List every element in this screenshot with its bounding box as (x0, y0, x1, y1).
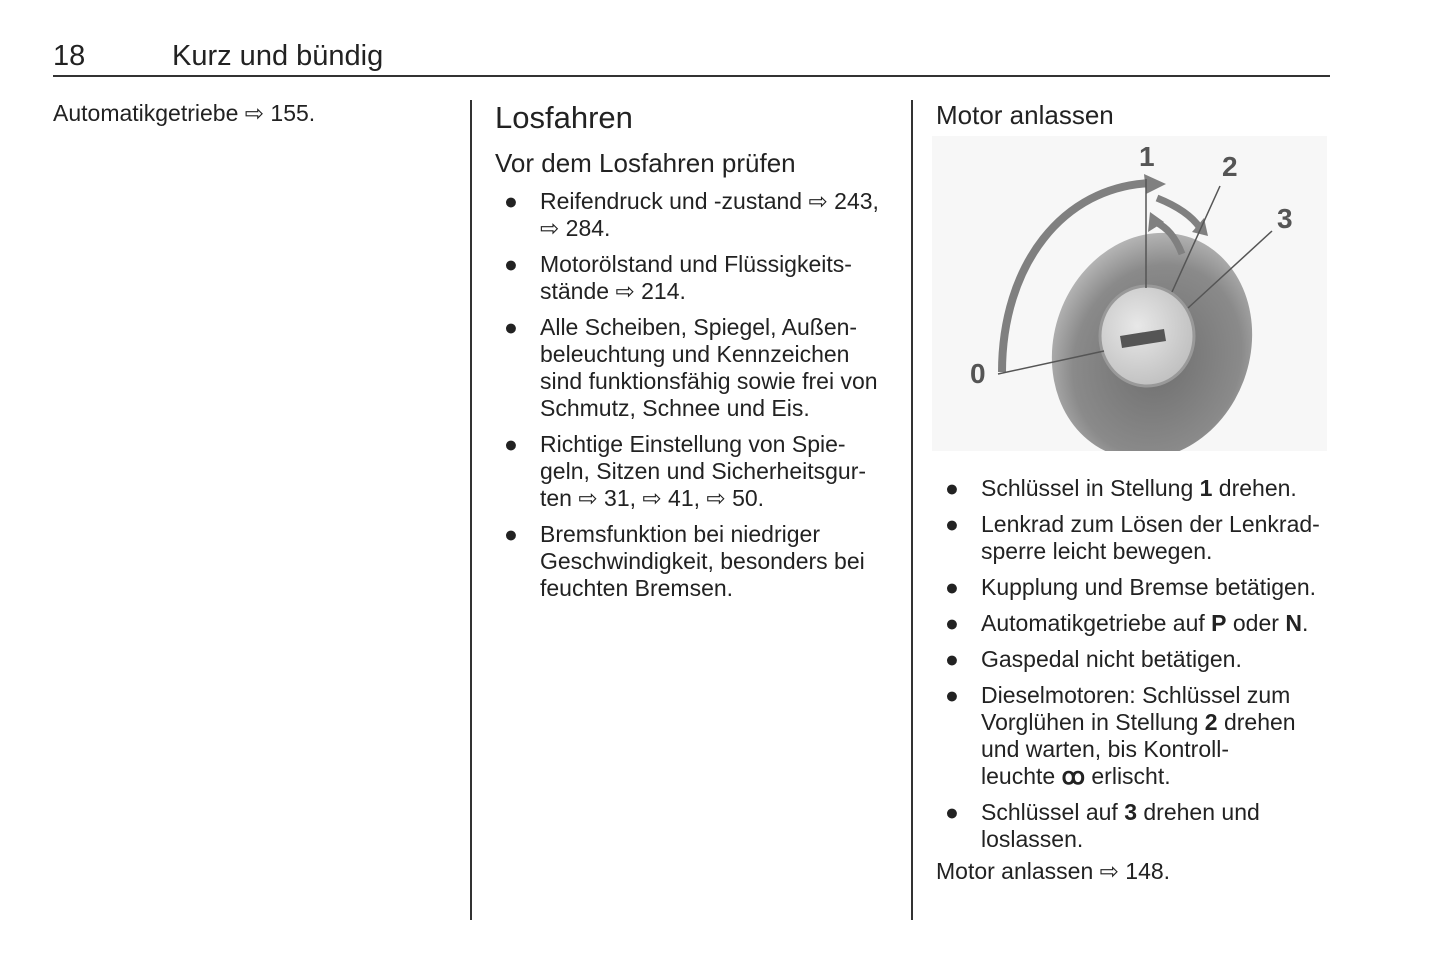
bullet-icon: ● (945, 682, 959, 708)
bullet-icon: ● (504, 431, 518, 457)
bullet-icon: ● (945, 511, 959, 537)
position-label-0: 0 (970, 358, 986, 389)
text-segment: drehen und (1137, 799, 1260, 825)
text-segment: geln, Sitzen und Sicherheitsgur- (540, 458, 867, 484)
text-segment: Gaspedal nicht betätigen. (981, 646, 1242, 672)
position-number: 2 (1204, 709, 1218, 735)
list-item-line (540, 431, 895, 458)
position-number: 1 (1199, 475, 1213, 501)
bullet-icon: ● (945, 610, 959, 636)
bullet-icon: ● (504, 521, 518, 547)
list-item-line (981, 826, 1346, 853)
section-heading: Losfahren (495, 100, 633, 135)
middle-column (495, 100, 895, 611)
list-item-line (540, 548, 895, 575)
list-item-line (981, 799, 1346, 826)
list-item-line (540, 215, 895, 242)
list-item-line (981, 682, 1346, 709)
list-item (936, 610, 1346, 637)
list-item (495, 431, 895, 512)
text-segment: ⇨ 284. (540, 215, 611, 241)
bullet-icon: ● (945, 646, 959, 672)
text-segment: stände ⇨ 214. (540, 278, 686, 304)
bullet-icon: ● (945, 574, 959, 600)
text-segment: Vorglühen in Stellung (981, 709, 1205, 735)
text-segment: sind funktionsfähig sowie frei von (540, 368, 878, 394)
bullet-icon: ● (945, 799, 959, 825)
cross-reference-text: Motor anlassen ⇨ 148. (936, 858, 1171, 884)
text-segment: Reifendruck und -zustand ⇨ 243, (540, 188, 879, 214)
header-rule (53, 75, 1330, 77)
text-segment: feuchten Bremsen. (540, 575, 734, 601)
bullet-icon: ● (945, 475, 959, 501)
list-item-line (540, 341, 895, 368)
text-segment: Automatikgetriebe auf (981, 610, 1212, 636)
position-number: 3 (1124, 799, 1137, 825)
list-item-line (540, 278, 895, 305)
text-segment: Schlüssel in Stellung (981, 475, 1200, 501)
text-segment: oder (1226, 610, 1286, 636)
position-label-3: 3 (1277, 203, 1293, 234)
list-item-line (540, 368, 895, 395)
text-segment: . (1301, 610, 1309, 636)
left-column (53, 100, 315, 127)
list-item-line (540, 458, 895, 485)
text-segment: Geschwindigkeit, besonders bei (540, 548, 865, 574)
text-segment: leuchte (981, 763, 1062, 789)
list-item-line (540, 485, 895, 512)
glow-plug-icon: ꝏ (1061, 763, 1085, 789)
text-segment: Dieselmotoren: Schlüssel zum (981, 682, 1291, 708)
start-steps (936, 475, 1346, 853)
list-item (495, 521, 895, 602)
list-item-line (540, 575, 895, 602)
text-segment: Richtige Einstellung von Spie- (540, 431, 846, 457)
text-segment: ten ⇨ 31, ⇨ 41, ⇨ 50. (540, 485, 765, 511)
list-item (936, 682, 1346, 790)
list-item-line (981, 610, 1346, 637)
list-item-line (981, 538, 1346, 565)
text-segment: Schlüssel auf (981, 799, 1125, 825)
column-divider (911, 100, 913, 920)
list-item-line (540, 314, 895, 341)
subsection-heading: Vor dem Losfahren prüfen (495, 148, 796, 178)
position-label-2: 2 (1222, 151, 1238, 182)
column-divider (470, 100, 472, 920)
text-segment: und warten, bis Kontroll- (981, 736, 1230, 762)
list-item (936, 475, 1346, 502)
text-segment: drehen (1217, 709, 1296, 735)
text-segment: beleuchtung und Kennzeichen (540, 341, 850, 367)
list-item-line (981, 646, 1346, 673)
list-item-line (981, 736, 1346, 763)
position-number: N (1285, 610, 1302, 636)
list-item-line (981, 574, 1346, 601)
list-item (936, 799, 1346, 853)
position-number: P (1211, 610, 1227, 636)
section-heading: Motor anlassen (936, 100, 1114, 130)
chapter-title: Kurz und bündig (172, 40, 384, 72)
list-item-line (981, 475, 1346, 502)
list-item-line (540, 521, 895, 548)
text-segment: Bremsfunktion bei niedriger (540, 521, 820, 547)
text-segment: sperre leicht bewegen. (981, 538, 1213, 564)
checklist (495, 188, 895, 602)
text-segment: Alle Scheiben, Spiegel, Außen- (540, 314, 858, 340)
text-segment: Lenkrad zum Lösen der Lenkrad- (981, 511, 1320, 537)
list-item-line (981, 763, 1346, 790)
list-item (936, 511, 1346, 565)
text-segment: Kupplung und Bremse betätigen. (981, 574, 1317, 600)
text-segment: drehen. (1212, 475, 1297, 501)
bullet-icon: ● (504, 251, 518, 277)
list-item-line (981, 709, 1346, 736)
page-number: 18 (53, 40, 86, 72)
bullet-icon: ● (504, 314, 518, 340)
right-column (936, 100, 1346, 885)
list-item-line (540, 395, 895, 422)
list-item-line (540, 251, 895, 278)
ignition-lock-illustration (932, 136, 1327, 451)
list-item (936, 646, 1346, 673)
list-item (495, 251, 895, 305)
list-item (495, 188, 895, 242)
list-item-line (540, 188, 895, 215)
list-item (495, 314, 895, 422)
text-segment: Motorölstand und Flüssigkeits- (540, 251, 852, 277)
list-item-line (981, 511, 1346, 538)
text-segment: loslassen. (981, 826, 1084, 852)
text-segment: Schmutz, Schnee und Eis. (540, 395, 810, 421)
list-item (936, 574, 1346, 601)
text-segment: erlischt. (1085, 763, 1171, 789)
bullet-icon: ● (504, 188, 518, 214)
position-label-1: 1 (1139, 141, 1155, 172)
cross-reference-text: Automatikgetriebe ⇨ 155. (53, 100, 316, 126)
